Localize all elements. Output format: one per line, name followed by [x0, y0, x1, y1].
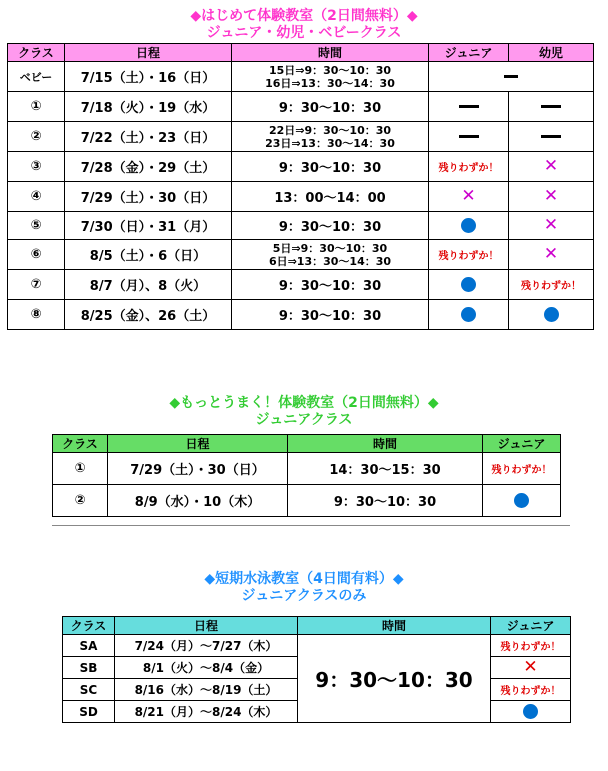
- junior-status: [429, 182, 509, 212]
- date-cell: 7/18（火）・19（水）: [65, 92, 232, 122]
- junior-status-few-left: 残りわずか！: [491, 635, 571, 657]
- class-cell: ⑧: [8, 300, 65, 330]
- header-time: 時間: [232, 44, 429, 62]
- junior-status-few-left: 残りわずか！: [429, 152, 509, 182]
- class-cell: ④: [8, 182, 65, 212]
- table-row: [53, 453, 561, 485]
- dash-icon: [541, 105, 561, 108]
- date-cell: 8/7（月）、8（火）: [65, 270, 232, 300]
- date-cell: 8/1（火）～8/4（金）: [115, 657, 298, 679]
- table-row: [8, 270, 594, 300]
- cross-icon: ✕: [543, 156, 559, 176]
- cross-icon: ✕: [543, 244, 559, 264]
- time-cell: 9：30～10：30: [232, 270, 429, 300]
- junior-status: [491, 657, 571, 679]
- class-cell: ⑥: [8, 240, 65, 270]
- table-row: [8, 212, 594, 240]
- section2-table: [52, 434, 561, 517]
- date-cell: 7/29（土）・30（日）: [65, 182, 232, 212]
- youji-status: [509, 240, 594, 270]
- header-class: クラス: [63, 617, 115, 635]
- table-row: [8, 122, 594, 152]
- class-cell: SB: [63, 657, 115, 679]
- available-dot-icon: [461, 307, 476, 322]
- junior-status: [429, 92, 509, 122]
- class-cell: SA: [63, 635, 115, 657]
- time-cell: 13：00～14：00: [232, 182, 429, 212]
- youji-status: [509, 182, 594, 212]
- class-cell: ③: [8, 152, 65, 182]
- dash-icon: [541, 135, 561, 138]
- date-cell: 7/22（土）・23（日）: [65, 122, 232, 152]
- time-cell: 9：30～10：30: [232, 300, 429, 330]
- date-cell: 8/25（金）、26（土）: [65, 300, 232, 330]
- dash-icon: [459, 135, 479, 138]
- date-cell: 8/5（土）・6（日）: [65, 240, 232, 270]
- available-dot-icon: [544, 307, 559, 322]
- header-junior: ジュニア: [429, 44, 509, 62]
- class-cell: ⑤: [8, 212, 65, 240]
- header-class: クラス: [53, 435, 108, 453]
- section1-title: ◆はじめて体験教室（2日間無料）◆: [190, 8, 418, 24]
- junior-status: [429, 212, 509, 240]
- table-header: [8, 44, 594, 62]
- date-cell: 7/30（日）・31（月）: [65, 212, 232, 240]
- class-cell: ①: [8, 92, 65, 122]
- section1-subtitle: ジュニア・幼児・ベビークラス: [206, 25, 402, 41]
- class-cell: ⑦: [8, 270, 65, 300]
- time-cell: 9：30～10：30: [232, 92, 429, 122]
- cross-icon: ✕: [523, 657, 538, 677]
- header-class: クラス: [8, 44, 65, 62]
- available-dot-icon: [514, 493, 529, 508]
- table-row: [8, 152, 594, 182]
- youji-status: [509, 122, 594, 152]
- date-cell: 8/9（水）・10（木）: [108, 485, 288, 517]
- date-cell: 8/21（月）～8/24（木）: [115, 701, 298, 723]
- table-row: [63, 635, 571, 657]
- table-row: [53, 485, 561, 517]
- header-date: 日程: [115, 617, 298, 635]
- class-cell: ①: [53, 453, 108, 485]
- table-row: [8, 300, 594, 330]
- junior-status: [429, 270, 509, 300]
- junior-status: [429, 300, 509, 330]
- youji-status-few-left: 残りわずか！: [509, 270, 594, 300]
- time-cell: 22日⇒9：30～10：30 23日⇒13：30～14：30: [232, 122, 429, 152]
- junior-status: [491, 701, 571, 723]
- class-cell: SC: [63, 679, 115, 701]
- table-row: [8, 182, 594, 212]
- section3-table: [62, 616, 571, 723]
- time-cell: 14：30～15：30: [288, 453, 483, 485]
- time-cell: 9：30～10：30: [288, 485, 483, 517]
- header-youji: 幼児: [509, 44, 594, 62]
- divider: [52, 525, 570, 526]
- time-cell: 9：30～10：30: [232, 152, 429, 182]
- header-date: 日程: [65, 44, 232, 62]
- header-time: 時間: [288, 435, 483, 453]
- header-junior: ジュニア: [491, 617, 571, 635]
- junior-status: [483, 485, 561, 517]
- junior-status: [429, 122, 509, 152]
- dash-icon: [459, 105, 479, 108]
- section1-table: [7, 43, 594, 330]
- status-cell-merged: [429, 62, 594, 92]
- youji-status: [509, 300, 594, 330]
- header-time: 時間: [298, 617, 491, 635]
- junior-status-few-left: 残りわずか！: [491, 679, 571, 701]
- time-cell: 5日⇒9：30～10：30 6日⇒13：30～14：30: [232, 240, 429, 270]
- table-header: [53, 435, 561, 453]
- available-dot-icon: [523, 704, 538, 719]
- table-row: [8, 92, 594, 122]
- available-dot-icon: [461, 218, 476, 233]
- youji-status: [509, 212, 594, 240]
- section3-subtitle: ジュニアクラスのみ: [241, 588, 367, 604]
- youji-status: [509, 92, 594, 122]
- time-cell: 15日⇒9：30～10：30 16日⇒13：30～14：30: [232, 62, 429, 92]
- table-row: [8, 240, 594, 270]
- cross-icon: ✕: [461, 186, 476, 206]
- date-cell: 7/24（月）～7/27（木）: [115, 635, 298, 657]
- date-cell: 7/28（金）・29（土）: [65, 152, 232, 182]
- available-dot-icon: [461, 277, 476, 292]
- class-cell: SD: [63, 701, 115, 723]
- header-date: 日程: [108, 435, 288, 453]
- class-cell: ②: [8, 122, 65, 152]
- time-cell: 9：30～10：30: [232, 212, 429, 240]
- table-header: [63, 617, 571, 635]
- table-row: [8, 62, 594, 92]
- cross-icon: ✕: [543, 186, 559, 206]
- section2-title: ◆もっとうまく！体験教室（2日間無料）◆: [169, 395, 439, 411]
- junior-status-few-left: 残りわずか！: [483, 453, 561, 485]
- youji-status: [509, 152, 594, 182]
- dash-icon: [504, 75, 518, 78]
- time-cell-merged: 9：30～10：30: [298, 635, 491, 723]
- class-cell: ベビー: [8, 62, 65, 92]
- header-junior: ジュニア: [483, 435, 561, 453]
- junior-status-few-left: 残りわずか！: [429, 240, 509, 270]
- cross-icon: ✕: [543, 215, 559, 235]
- section3-title: ◆短期水泳教室（4日間有料）◆: [204, 571, 404, 587]
- date-cell: 7/15（土）・16（日）: [65, 62, 232, 92]
- class-cell: ②: [53, 485, 108, 517]
- section2-subtitle: ジュニアクラス: [255, 412, 353, 428]
- date-cell: 7/29（土）・30（日）: [108, 453, 288, 485]
- date-cell: 8/16（水）～8/19（土）: [115, 679, 298, 701]
